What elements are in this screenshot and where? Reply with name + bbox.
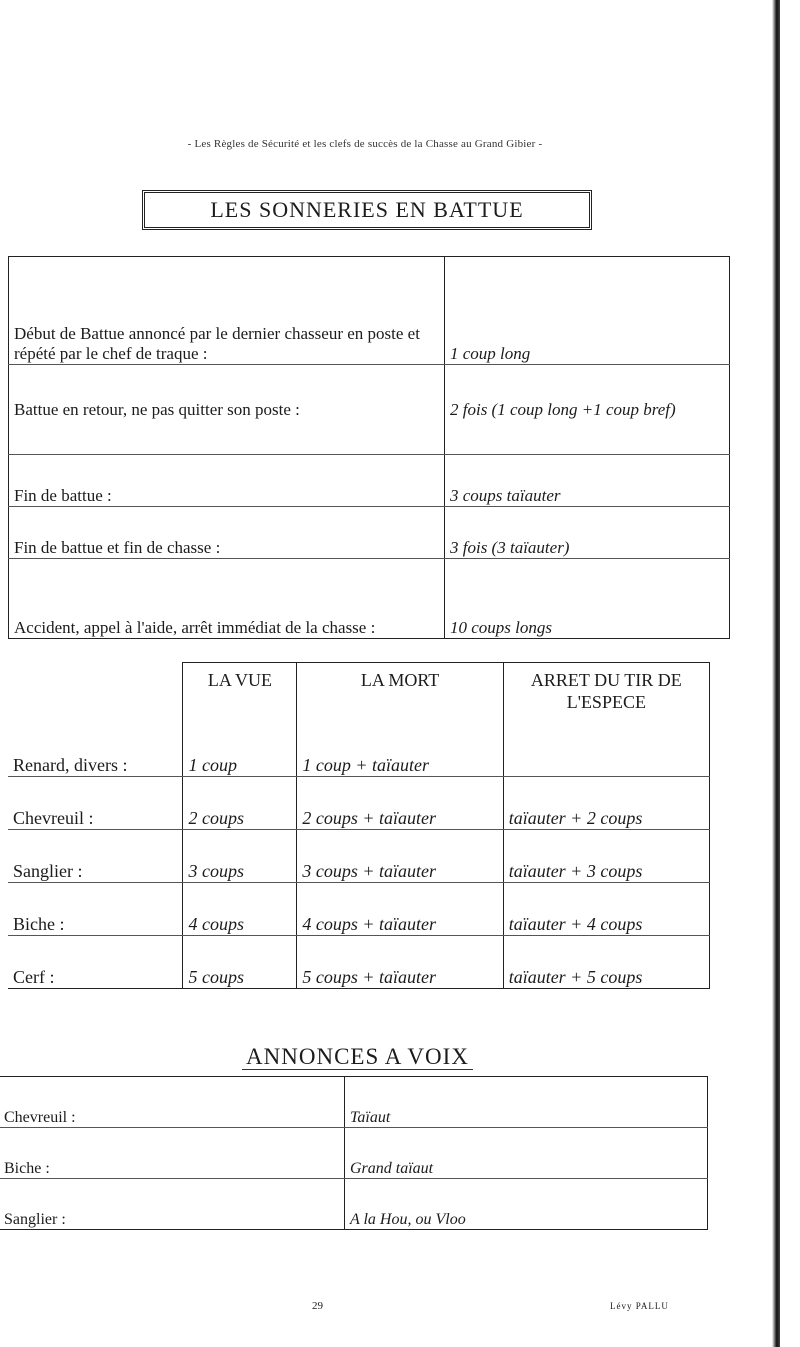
column-header: LA VUE [183, 663, 297, 725]
event-cell: Battue en retour, ne pas quitter son poste : [9, 365, 445, 455]
event-cell: Accident, appel à l'aide, arrêt immédiat de la chasse : [9, 559, 445, 639]
table-header-row [8, 663, 710, 725]
announces-title [0, 1044, 715, 1070]
table-row [0, 1179, 708, 1230]
page-title: LES SONNERIES EN BATTUE [142, 190, 592, 230]
vue-cell: 5 coups [183, 936, 297, 989]
animal-label: Chevreuil : [8, 777, 183, 830]
author-name: Lévy PALLU [610, 1301, 669, 1311]
animal-label: Chevreuil : [0, 1077, 345, 1128]
arret-cell: taïauter + 3 coups [503, 830, 709, 883]
mort-cell: 3 coups + taïauter [297, 830, 503, 883]
table-row [8, 883, 710, 936]
signal-cell: 10 coups longs [445, 559, 730, 639]
table-row [0, 1077, 708, 1128]
column-header: LA MORT [297, 663, 503, 725]
mort-cell: 1 coup + taïauter [297, 724, 503, 777]
vue-cell: 3 coups [183, 830, 297, 883]
table-row [9, 559, 730, 639]
table-row [0, 1128, 708, 1179]
table-row [8, 724, 710, 777]
signal-cell: 3 fois (3 taïauter) [445, 507, 730, 559]
running-header: - Les Règles de Sécurité et les clefs de succès de la Chasse au Grand Gibier - [187, 138, 543, 150]
signal-cell: 1 coup long [445, 257, 730, 365]
table-row [9, 365, 730, 455]
animal-label: Cerf : [8, 936, 183, 989]
arret-cell: taïauter + 2 coups [503, 777, 709, 830]
table-row [9, 257, 730, 365]
event-cell: Fin de battue et fin de chasse : [9, 507, 445, 559]
mort-cell: 2 coups + taïauter [297, 777, 503, 830]
event-cell: Début de Battue annoncé par le dernier chasseur en poste et répété par le chef de traque : [9, 257, 445, 365]
call-cell: Taïaut [345, 1077, 708, 1128]
call-cell: A la Hou, ou Vloo [345, 1179, 708, 1230]
arret-cell: taïauter + 4 coups [503, 883, 709, 936]
animal-label: Biche : [0, 1128, 345, 1179]
vue-cell: 1 coup [183, 724, 297, 777]
mort-cell: 5 coups + taïauter [297, 936, 503, 989]
vue-cell: 4 coups [183, 883, 297, 936]
page-edge-shadow [772, 0, 780, 1347]
announces-title-text: ANNONCES A VOIX [242, 1044, 473, 1070]
call-cell: Grand taïaut [345, 1128, 708, 1179]
announces-table [0, 1076, 708, 1230]
signal-cell: 3 coups taïauter [445, 455, 730, 507]
column-header: ARRET DU TIR DE L'ESPECE [503, 663, 709, 725]
sonneries-table [8, 256, 730, 639]
table-row [8, 936, 710, 989]
animal-label: Sanglier : [8, 830, 183, 883]
mort-cell: 4 coups + taïauter [297, 883, 503, 936]
animal-label: Biche : [8, 883, 183, 936]
table-row [9, 507, 730, 559]
table-row [9, 455, 730, 507]
table-row [8, 777, 710, 830]
signal-cell: 2 fois (1 coup long +1 coup bref) [445, 365, 730, 455]
vue-cell: 2 coups [183, 777, 297, 830]
table-row [8, 830, 710, 883]
animal-label: Renard, divers : [8, 724, 183, 777]
animal-label: Sanglier : [0, 1179, 345, 1230]
arret-cell [503, 724, 709, 777]
arret-cell: taïauter + 5 coups [503, 936, 709, 989]
blank-header-cell [8, 663, 183, 725]
animal-signals-table [8, 662, 710, 989]
page-number: 29 [312, 1300, 323, 1312]
event-cell: Fin de battue : [9, 455, 445, 507]
